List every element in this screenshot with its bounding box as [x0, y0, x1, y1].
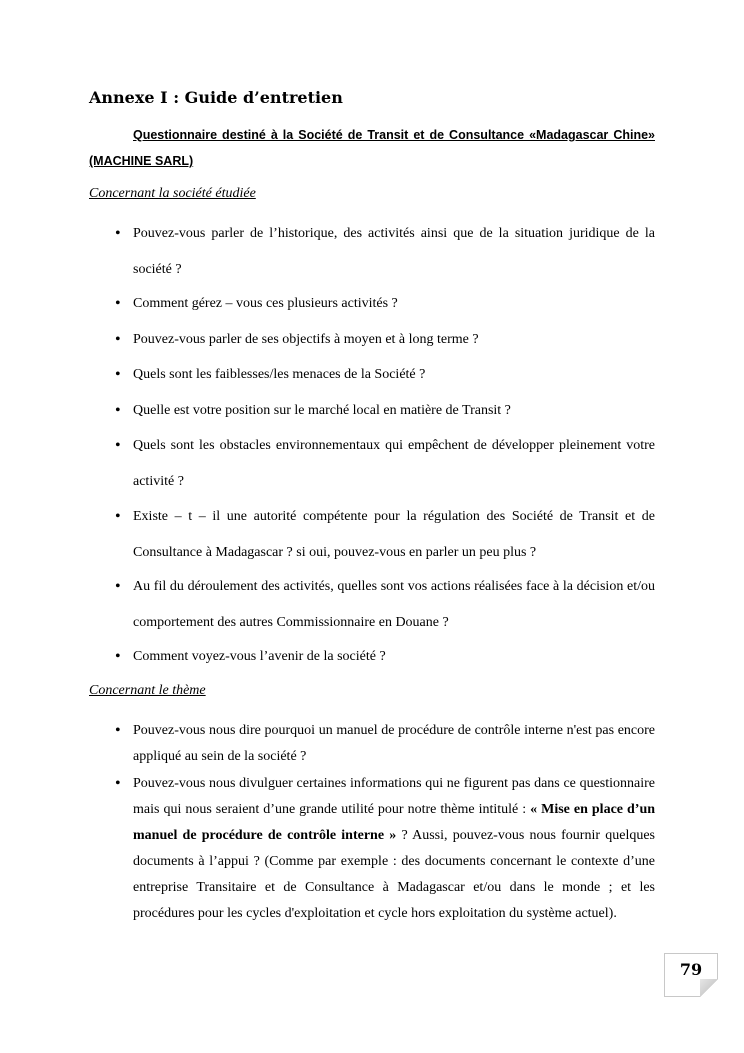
bullet-marker: •	[115, 295, 121, 312]
bullet-marker: •	[115, 402, 121, 419]
page-number: 79	[679, 960, 703, 979]
list-item: Quels sont les faiblesses/les menaces de la Société ?	[133, 367, 426, 382]
annex-heading: Annexe I : Guide d’entretien	[89, 88, 343, 107]
list-item: Quelle est votre position sur le marché local en matière de Transit ?	[133, 403, 511, 418]
list-item: Pouvez-vous parler de l’historique, des activités ainsi que de la situation juridique de la société ?	[133, 226, 655, 277]
bullet-marker: •	[115, 366, 121, 383]
list-item: Pouvez-vous parler de ses objectifs à moyen et à long terme ?	[133, 332, 479, 347]
bullet-marker: •	[115, 648, 121, 665]
page-number-box	[664, 953, 718, 997]
list-item: Quels sont les obstacles environnementaux qui empêchent de développer pleinement votre activité ?	[133, 438, 655, 489]
list-item-text: Pouvez-vous nous divulguer certaines informations qui ne figurent pas dans ce questionnaire mais qui nous seraient d’une grande utilité pour notre thème intitulé :	[133, 776, 655, 817]
bullet-marker: •	[115, 775, 121, 792]
list-item: Comment voyez-vous l’avenir de la société ?	[133, 649, 386, 664]
list-item: Existe – t – il une autorité compétente pour la régulation des Société de Transit et de Consultance à Madagascar ? si oui, pouvez-vous en parler un peu plus ?	[133, 509, 655, 560]
list-item: Pouvez-vous nous dire pourquoi un manuel de procédure de contrôle interne n'est pas encore appliqué au sein de la société ?	[133, 723, 655, 764]
questionnaire-title: Questionnaire destiné à la Société de Transit et de Consultance «Madagascar Chine» (MACHINE SARL)	[89, 128, 655, 168]
page-curl-icon	[700, 979, 718, 997]
section-title-company: Concernant la société étudiée	[89, 186, 256, 201]
bullet-marker: •	[115, 722, 121, 739]
bullet-marker: •	[115, 331, 121, 348]
bullet-marker: •	[115, 508, 121, 525]
bullet-marker: •	[115, 578, 121, 595]
list-item: Au fil du déroulement des activités, quelles sont vos actions réalisées face à la décision et/ou comportement des autres Commissionnaire en Douane ?	[133, 579, 655, 630]
section-title-theme: Concernant le thème	[89, 683, 206, 698]
bullet-marker: •	[115, 225, 121, 242]
list-item: Comment gérez – vous ces plusieurs activités ?	[133, 296, 398, 311]
thesis-title-emphasis: « Mise en place d’un manuel de procédure de contrôle interne »	[133, 802, 656, 843]
bullet-marker: •	[115, 437, 121, 454]
list-item-text: ? Aussi, pouvez-vous nous fournir quelques documents à l’appui ? (Comme par exemple : des documents concernant le contexte d’une entreprise Transitaire et de Consultance à Madagascar et/ou dans le monde ; et les procédures pour les cycles d'exploitation et cycle hors exploitation du système actuel).	[133, 828, 655, 921]
list-item	[133, 771, 655, 927]
